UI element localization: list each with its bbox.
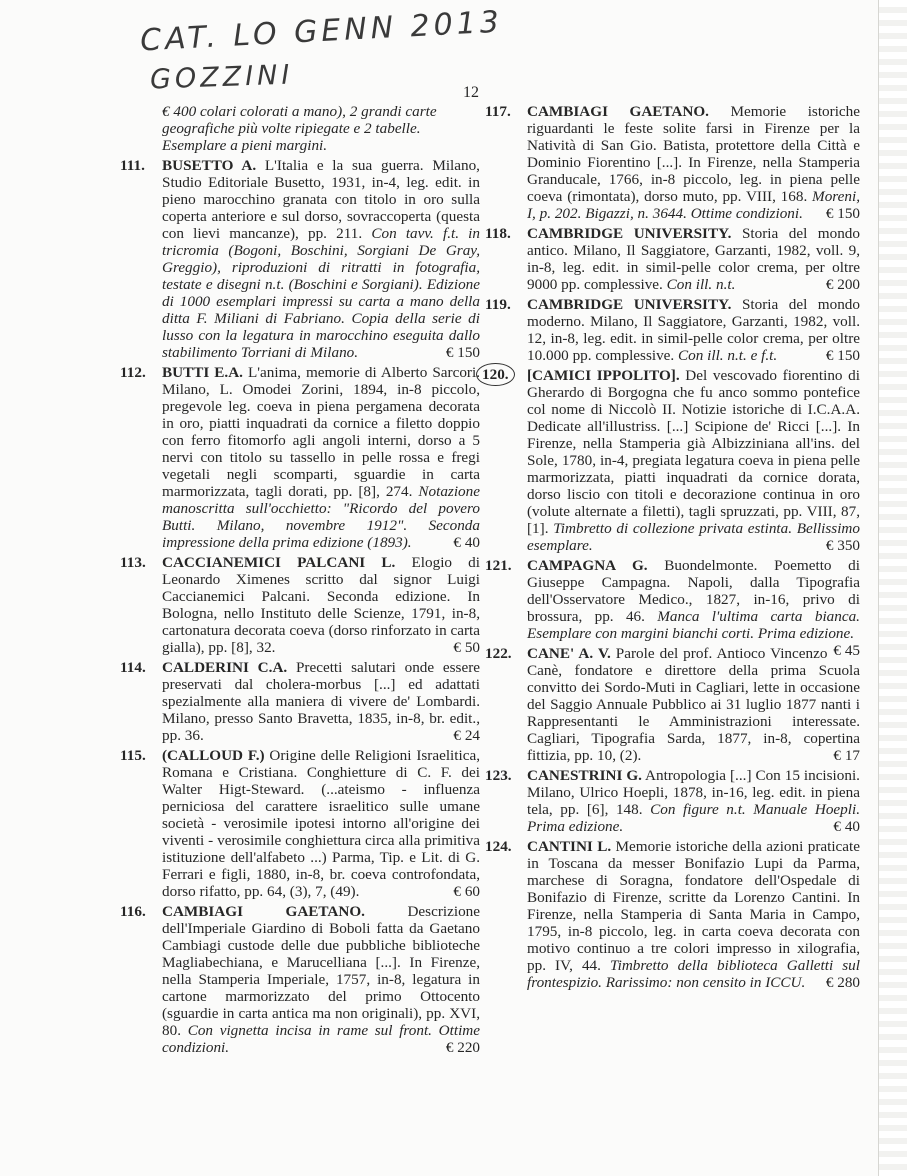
- entry-text: Storia del mondo antico. Milano, Il Saggiatore, Garzanti, 1982, voll. 9, in-8, leg. edit. in simil-pelle color crema, per oltre 9000 pp. complessive.: [527, 225, 860, 293]
- entry-number: 118.: [485, 225, 511, 242]
- entry-note: Moreni, I, p. 202. Bigazzi, n. 3644. Ottime condizioni.: [527, 188, 860, 222]
- entry-heading: CANTINI L.: [527, 838, 612, 855]
- catalog-entry: [120, 659, 480, 744]
- handwritten-note-date: CAT. LO GENN 2013: [139, 4, 504, 59]
- entry-note: Manca l'ultima carta bianca. Esemplare con margini bianchi corti. Prima edizione.: [527, 608, 860, 642]
- entry-number: 114.: [120, 659, 146, 676]
- entry-text: L'anima, memorie di Alberto Sarcori. Milano, L. Omodei Zorini, 1894, in-8 piccolo, pregevole leg. coeva in piena pergamena decorata in oro, piatti inquadrati da cornice a filetto doppio con ferro fitomorfo agli angoli interni, dorso a 5 nervi con titolo su tassello in pelle rossa e fregi vegetali negli scomparti, sguardie in carta marmorizzata, tagli dorati, pp. [8], 274.: [162, 364, 480, 500]
- entry-text: Buondelmonte. Poemetto di Giuseppe Campagna. Napoli, dalla Tipografia dell'Osservatore Medico., 1827, in-16, privo di brossura, pp. 46.: [527, 557, 860, 625]
- entry-text: Descrizione dell'Imperiale Giardino di Boboli fatta da Gaetano Cambiagi custode delle due pubbliche biblioteche Magliabechiana, e Marucelliana [...]. In Firenze, nella Stamperia Imperiale, 1757, in-8, legatura in cartone marmorizzato del primo Ottocento (sguardie in carta antica ma non originali), pp. XVI, 80.: [162, 903, 480, 1039]
- torn-paper-edge: [878, 0, 907, 1176]
- entry-heading: CANESTRINI G.: [527, 767, 642, 784]
- entry-heading: CALDERINI C.A.: [162, 659, 288, 676]
- catalog-entry: [485, 767, 860, 835]
- catalog-entry: [482, 366, 860, 554]
- entry-price: € 24: [453, 727, 480, 744]
- handwritten-note-name: GOZZINI: [149, 59, 294, 96]
- entry-text: Antropologia [...] Con 15 incisioni. Milano, Ulrico Hoepli, 1878, in-16, leg. edit. in piena tela, pp. [6], 148.: [527, 767, 860, 818]
- entry-note: Timbretto di collezione privata estinta. Bellissimo esemplare.: [527, 520, 860, 554]
- entry-heading: CAMPAGNA G.: [527, 557, 648, 574]
- entry-heading: CANE' A. V.: [527, 645, 611, 662]
- entry-price: € 150: [445, 344, 480, 361]
- entry-note: Con ill. n.t.: [666, 276, 736, 293]
- catalog-entry: [485, 296, 860, 364]
- entry-note: Con figure n.t. Manuale Hoepli. Prima edizione.: [527, 801, 860, 835]
- entry-number: 113.: [120, 554, 146, 571]
- entry-price: € 220: [445, 1039, 480, 1056]
- entry-price: € 350: [825, 537, 860, 554]
- entry-price: € 45: [833, 642, 860, 659]
- entry-text: L'Italia e la sua guerra. Milano, Studio Editoriale Busetto, 1931, in-4, leg. edit. in pieno marocchino granata con titolo in oro sulla coperta anteriore e sul dorso, sovraccoperta (questa con lievi mancanze), pp. 211.: [162, 157, 480, 242]
- entry-text: Memorie istoriche riguardanti le feste solite farsi in Firenze per la Natività di San Gio. Batista, protettore della Città e Dominio Fiorentino [...]. In Firenze, nella Stamperia Granducale, 1766, in-8 piccolo, leg. in piena pelle coeva (rimontata), dorso muto, pp. VIII, 168.: [527, 103, 860, 205]
- entry-number-circled: 120.: [476, 363, 515, 386]
- entry-price: € 40: [453, 534, 480, 551]
- catalog-entry: [120, 364, 480, 551]
- entry-heading: CACCIANEMICI PALCANI L.: [162, 554, 396, 571]
- entry-note: Timbretto della biblioteca Galletti sul frontespizio. Rarissimo: non censito in ICCU.: [527, 957, 860, 991]
- catalog-entry: [120, 554, 480, 656]
- entry-note: Con vignetta incisa in rame sul front. Ottime condizioni.: [162, 1022, 481, 1056]
- entry-text: Parole del prof. Antioco Vincenzo Canè, fondatore e direttore della prima Scuola convitto dei Sordo-Muti in Cagliari, lette in occasione del Saggio Annuale Pubblico ai 31 luglio 1877 nanti i Rappresentanti le Amministrazioni interessate. Cagliari, Tipografia Sarda, 1877, in-8, copertina fittizia, pp. 10, (2).: [527, 645, 860, 764]
- entry-note: Notazione manoscritta sull'occhietto: "Ricordo del povero Butti. Milano, novembre 1912". Seconda impressione della prima edizione (1893).: [162, 483, 480, 551]
- catalog-entry: [120, 747, 480, 900]
- entry-number: 111.: [120, 157, 145, 174]
- left-entries: [120, 157, 480, 1056]
- entry-number: 117.: [485, 103, 511, 120]
- left-column: [120, 103, 480, 1059]
- entry-number: 112.: [120, 364, 146, 381]
- catalog-entry: [120, 903, 480, 1056]
- page-number: 12: [463, 84, 479, 101]
- entry-number: 119.: [485, 296, 511, 313]
- entry-number: 116.: [120, 903, 146, 920]
- entry-price: € 40: [833, 818, 860, 835]
- entry-text: colari colorati a mano), 2 grandi carte geografiche più volte ripiegate e 2 tabelle. Esemplare a pieni margini.: [162, 103, 437, 154]
- entry-text: Origine delle Religioni Israelitica, Romana e Cristiana. Conghietture di C. F. dei Walter Higt-Steward. (...ateismo - influenza perniciosa del carattere israelitico sulle umane società - verosimile ipotesi intorno all'origine dei viventi - verosimile conghiettura circa alla primitiva istituzione dell'alfabeto ...) Parma, Tip. e Lit. di G. Ferrari e figli, 1880, in-8, br. coeva controfondata, dorso rifatto, pp. 64, (3), 7, (49).: [162, 747, 480, 900]
- entry-heading: CAMBRIDGE UNIVERSITY.: [527, 225, 732, 242]
- entry-price: € 17: [833, 747, 860, 764]
- entry-price: € 400: [162, 103, 197, 120]
- entry-heading: BUSETTO A.: [162, 157, 257, 174]
- catalog-entry: [120, 157, 480, 361]
- entry-heading: CAMBRIDGE UNIVERSITY.: [527, 296, 732, 313]
- entry-text: Storia del mondo moderno. Milano, Il Saggiatore, Garzanti, 1982, voll. 12, in-8, leg. edit. in simil-pelle color crema, per oltre 10.000 pp. complessive.: [527, 296, 860, 364]
- entry-text: Elogio di Leonardo Ximenes scritto dal signor Luigi Caccianemici Palcani. Seconda edizione. In Bologna, nello Instituto delle Scienze, 1791, in-8, cartonatura decorata coeva (dorso rinforzato in carta gialla), pp. [8], 32.: [162, 554, 480, 656]
- catalog-entry: [485, 645, 860, 764]
- entry-text: Memorie istoriche della azioni praticate in Toscana da messer Bonifazio Lupi da Parma, marchese di Soragna, fondatore dell'Ospedale di Bonifazio di Firenze, scritte da Lorenzo Cantini. In Firenze, nella Stamperia di Santa Maria in Campo, 1795, in-8 piccolo, leg. in carta coeva decorata con motivo continuo a tre colori impresso in xilografia, pp. IV, 44.: [527, 838, 860, 974]
- catalog-entry: [485, 103, 860, 222]
- entry-heading: CAMBIAGI GAETANO.: [162, 903, 365, 920]
- entry-text: Precetti salutari onde essere preservati dal cholera-morbus [...] ed adattati spezialmente alla maniera di vivere de' Lombardi. Milano, presso Santo Bravetta, 1835, in-8, br. edit., pp. 36.: [162, 659, 480, 744]
- entry-number: 122.: [485, 645, 512, 662]
- entry-heading: BUTTI E.A.: [162, 364, 243, 381]
- entry-price: € 60: [453, 883, 480, 900]
- catalog-entry: [485, 838, 860, 991]
- entry-price: € 150: [825, 205, 860, 222]
- entry-price: € 50: [453, 639, 480, 656]
- entry-number: 123.: [485, 767, 512, 784]
- entry-price: € 200: [825, 276, 860, 293]
- entry-price: € 280: [825, 974, 860, 991]
- continued-entry: [120, 103, 480, 154]
- right-column: [482, 103, 860, 994]
- right-entries: [482, 103, 860, 991]
- catalog-entry: [485, 225, 860, 293]
- entry-number: 121.: [485, 557, 512, 574]
- entry-note: Con ill. n.t. e f.t.: [678, 347, 778, 364]
- entry-heading: (CALLOUD F.): [162, 747, 265, 764]
- entry-number: 124.: [485, 838, 512, 855]
- entry-price: € 150: [825, 347, 860, 364]
- entry-note: Con tavv. f.t. in tricromia (Bogoni, Boschini, Sorgiani De Gray, Greggio), riproduzioni di ritratti in fotografia, testate e disegni n.t. (Boschini e Sorgiani). Edizione di 1000 esemplari impressi su carta a mano della ditta F. Miliani di Fabriano. Copia della serie di lusso con la legatura in marocchino eseguita dallo stabilimento Torriani di Milano.: [162, 225, 480, 361]
- entry-text: Del vescovado fiorentino di Gherardo di Borgogna che fu anco sommo pontefice col nome di Niccolò II. Notizie istoriche di I.C.A.A. Dedicate all'illustriss. [...] Scipione de' Ricci [...]. In Firenze, nella Stamperia già Albizziniana all'ins. del Sole, 1780, in-4, pregiata legatura coeva in piena pelle marmorizzata, piatti inquadrati da cornice dorata, dorso liscio con titoli e decorazione continua in oro (volute alternate a filetti), tagli spruzzati, pp. VIII, 87, [1].: [527, 367, 860, 537]
- entry-number: 115.: [120, 747, 146, 764]
- entry-heading: [CAMICI IPPOLITO].: [527, 367, 680, 384]
- entry-heading: CAMBIAGI GAETANO.: [527, 103, 709, 120]
